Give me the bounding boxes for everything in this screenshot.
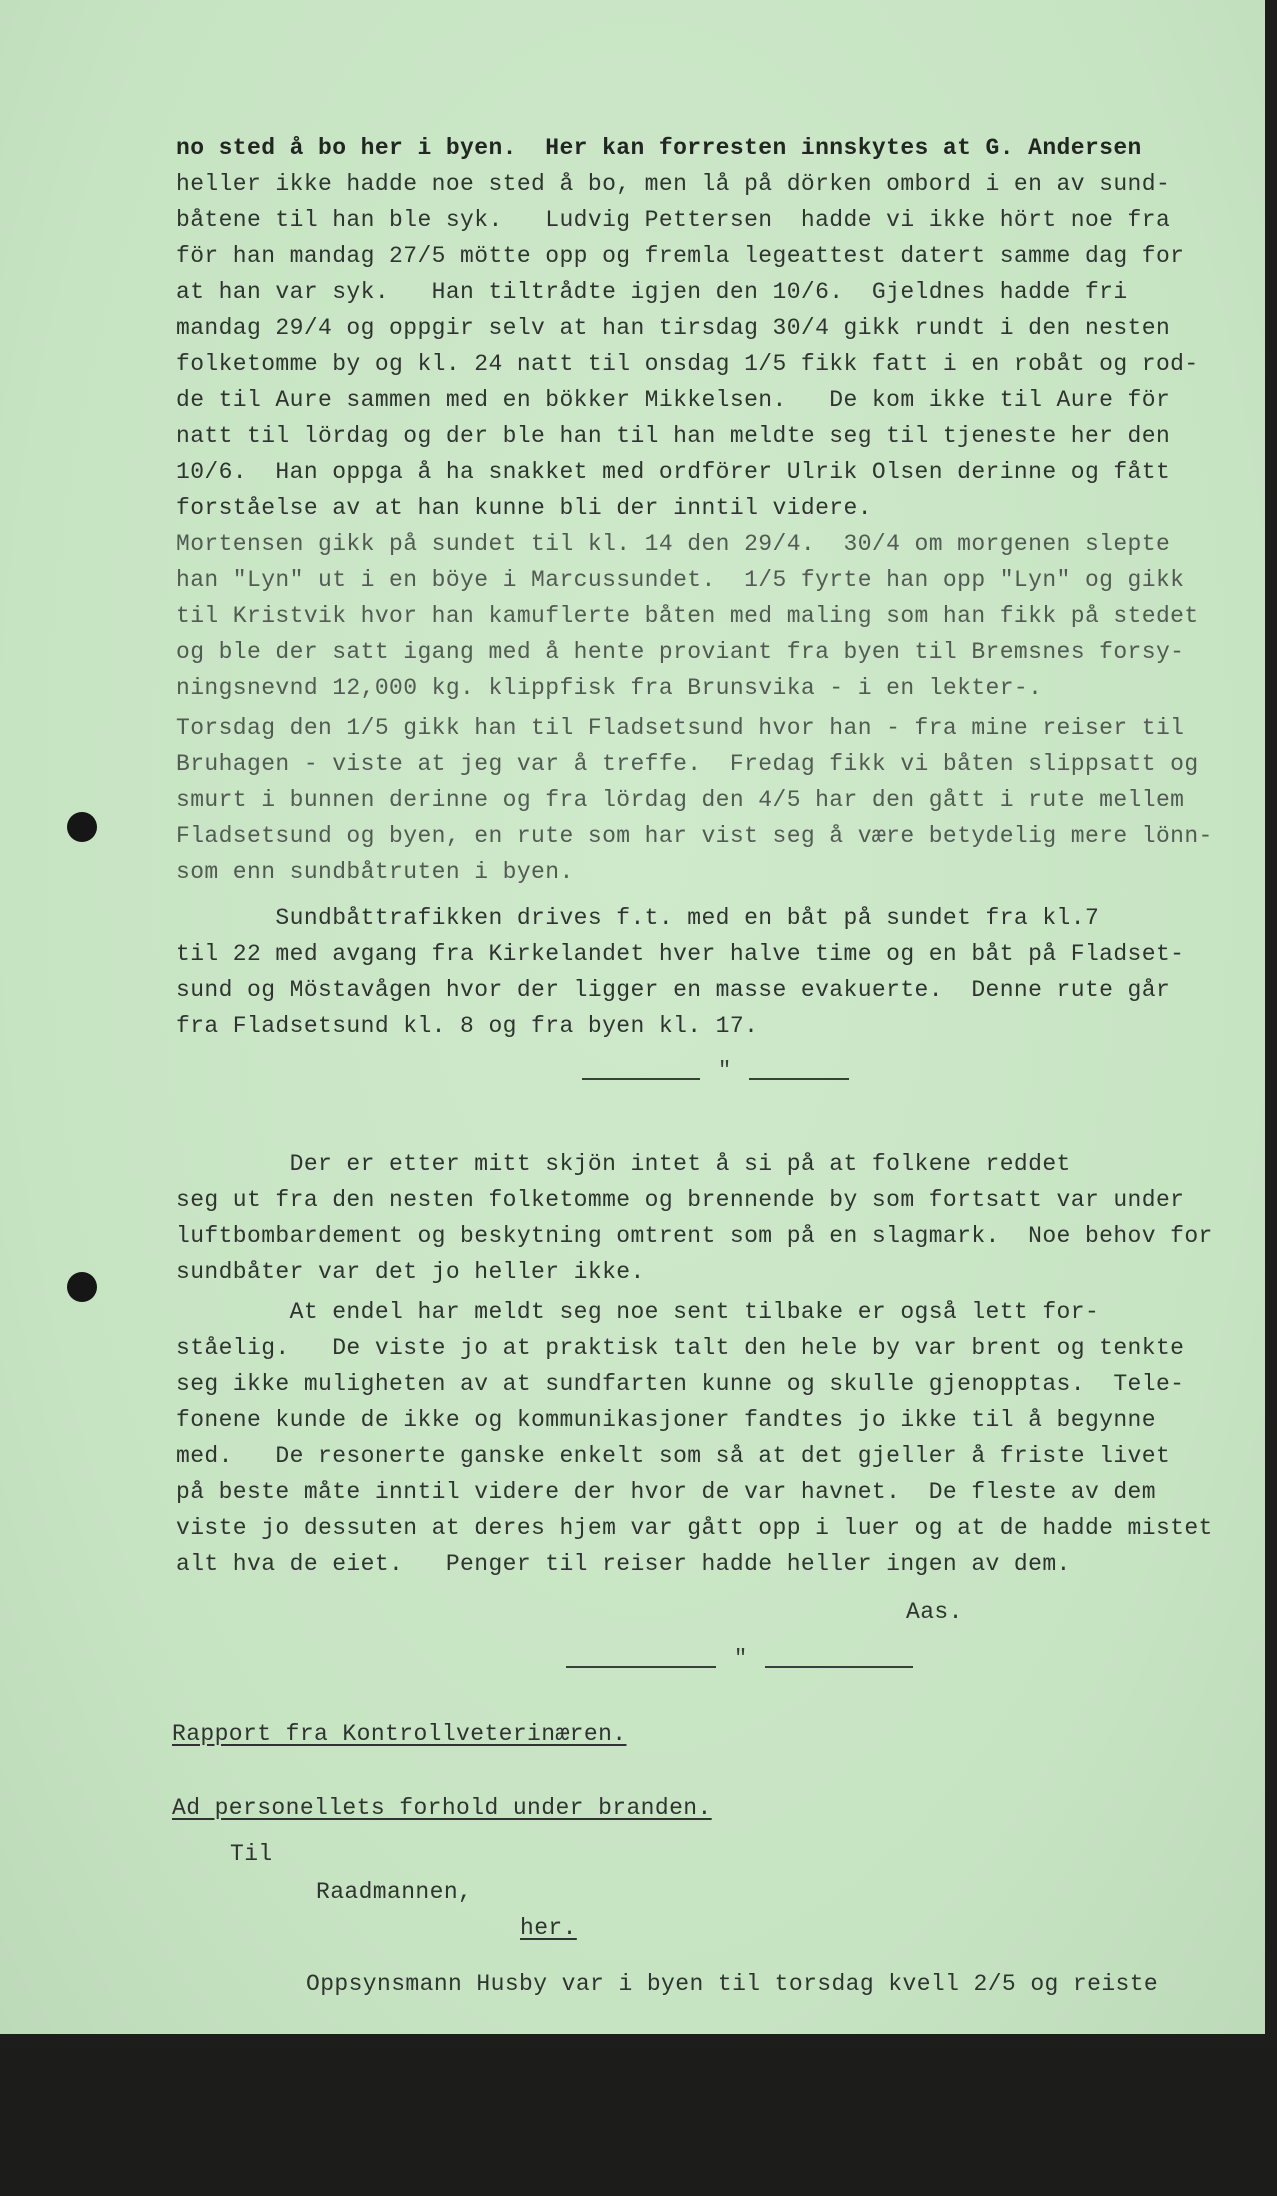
text-line: til Kristvik hvor han kamuflerte båten med maling som han fikk på stedet — [176, 603, 1199, 629]
text-line: 10/6. Han oppga å ha snakket med ordförer Ulrik Olsen derinne og fått — [176, 459, 1171, 485]
text-line: heller ikke hadde noe sted å bo, men lå på dörken ombord i en av sund- — [176, 171, 1171, 197]
text-line: luftbombardement og beskytning omtrent som på en slagmark. Noe behov for — [176, 1223, 1213, 1249]
text-line: folketomme by og kl. 24 natt til onsdag 1/5 fikk fatt i en robåt og rod- — [176, 351, 1199, 377]
separator-rule — [765, 1666, 913, 1668]
separator-rule — [566, 1666, 716, 1668]
text-line: båtene til han ble syk. Ludvig Pettersen hadde vi ikke hört noe fra — [176, 207, 1171, 233]
text-line: Der er etter mitt skjön intet å si på at folkene reddet — [176, 1151, 1071, 1177]
addressee-recipient: Raadmannen, — [316, 1879, 473, 1905]
text-line: Sundbåttrafikken drives f.t. med en båt på sundet fra kl.7 — [176, 905, 1100, 931]
report-title: Rapport fra Kontrollveterinæren. — [172, 1721, 627, 1747]
text-line: de til Aure sammen med en bökker Mikkelsen. De kom ikke til Aure för — [176, 387, 1171, 413]
text-line: at han var syk. Han tiltrådte igjen den 10/6. Gjeldnes hadde fri — [176, 279, 1128, 305]
text-line: Mortensen gikk på sundet til kl. 14 den 29/4. 30/4 om morgenen slepte — [176, 531, 1171, 557]
report-subject: Ad personellets forhold under branden. — [172, 1795, 712, 1821]
text-line: för han mandag 27/5 mötte opp og fremla legeattest datert samme dag for — [176, 243, 1185, 269]
text-line: no sted å bo her i byen. Her kan forresten innskytes at G. Andersen — [176, 135, 1142, 161]
text-line: At endel har meldt seg noe sent tilbake er også lett for- — [176, 1299, 1100, 1325]
scan-edge-bottom — [0, 2034, 1277, 2048]
section-separator — [582, 1060, 849, 1082]
separator-mark: " — [734, 1646, 748, 1671]
text-line: smurt i bunnen derinne og fra lördag den 4/5 har den gått i rute mellem — [176, 787, 1185, 813]
text-line: Fladsetsund og byen, en rute som har vist seg å være betydelig mere lönn- — [176, 823, 1213, 849]
section-separator — [566, 1648, 913, 1670]
text-line: ningsnevnd 12,000 kg. klippfisk fra Brunsvika - i en lekter-. — [176, 675, 1043, 701]
text-line: han "Lyn" ut i en böye i Marcussundet. 1/5 fyrte han opp "Lyn" og gikk — [176, 567, 1185, 593]
text-line: fra Fladsetsund kl. 8 og fra byen kl. 17. — [176, 1013, 759, 1039]
text-line: ståelig. De viste jo at praktisk talt den hele by var brent og tenkte — [176, 1335, 1185, 1361]
punch-hole-top — [67, 812, 97, 842]
text-line: med. De resonerte ganske enkelt som så at det gjeller å friste livet — [176, 1443, 1171, 1469]
text-line: mandag 29/4 og oppgir selv at han tirsdag 30/4 gikk rundt i den nesten — [176, 315, 1171, 341]
text-line: som enn sundbåtruten i byen. — [176, 859, 574, 885]
text-line: sundbåter var det jo heller ikke. — [176, 1259, 645, 1285]
scan-edge-right — [1265, 0, 1277, 2048]
text-line: seg ut fra den nesten folketomme og brennende by som fortsatt var under — [176, 1187, 1185, 1213]
signature: Aas. — [906, 1599, 963, 1625]
text-line: til 22 med avgang fra Kirkelandet hver halve time og en båt på Fladset- — [176, 941, 1185, 967]
closing-line: Oppsynsmann Husby var i byen til torsdag kvell 2/5 og reiste — [306, 1971, 1159, 1997]
addressee-place: her. — [520, 1915, 577, 1941]
text-line: fonene kunde de ikke og kommunikasjoner fandtes jo ikke til å begynne — [176, 1407, 1156, 1433]
separator-rule — [582, 1078, 700, 1080]
text-line: forståelse av at han kunne bli der inntil videre. — [176, 495, 872, 521]
text-line: på beste måte inntil videre der hvor de var havnet. De fleste av dem — [176, 1479, 1156, 1505]
text-line: Torsdag den 1/5 gikk han til Fladsetsund hvor han - fra mine reiser til — [176, 715, 1185, 741]
addressee-to: Til — [230, 1841, 273, 1867]
text-line: natt til lördag og der ble han til han meldte seg til tjeneste her den — [176, 423, 1171, 449]
text-line: seg ikke muligheten av at sundfarten kunne og skulle gjenopptas. Tele- — [176, 1371, 1185, 1397]
punch-hole-bottom — [67, 1272, 97, 1302]
separator-mark: " — [718, 1058, 732, 1083]
text-line: alt hva de eiet. Penger til reiser hadde heller ingen av dem. — [176, 1551, 1071, 1577]
text-line: Bruhagen - viste at jeg var å treffe. Fredag fikk vi båten slippsatt og — [176, 751, 1199, 777]
text-line: og ble der satt igang med å hente proviant fra byen til Bremsnes forsy- — [176, 639, 1185, 665]
separator-rule — [749, 1078, 849, 1080]
text-line: sund og Möstavågen hvor der ligger en masse evakuerte. Denne rute går — [176, 977, 1171, 1003]
text-line: viste jo dessuten at deres hjem var gått opp i luer og at de hadde mistet — [176, 1515, 1213, 1541]
